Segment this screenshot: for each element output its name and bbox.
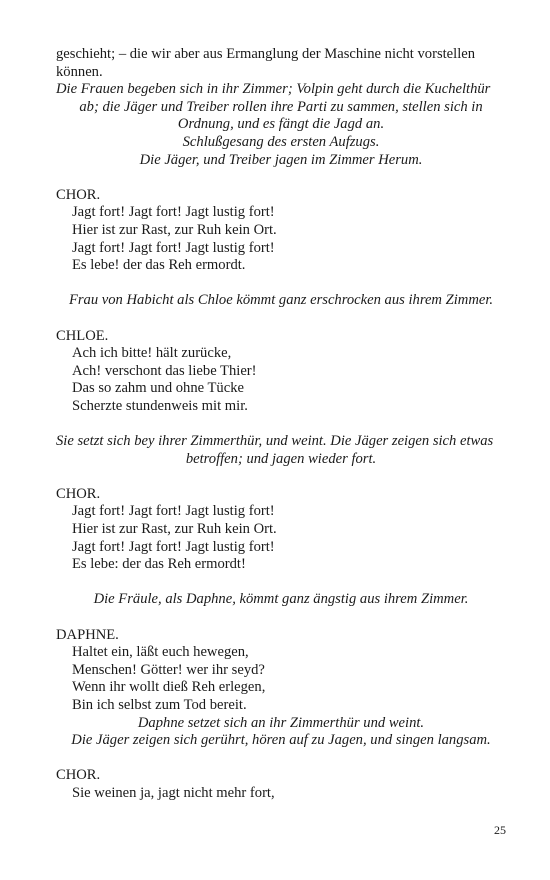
verse-line: Hier ist zur Rast, zur Ruh kein Ort.	[72, 521, 277, 538]
verse-line: Haltet ein, läßt euch hewegen,	[72, 644, 249, 661]
page-body	[56, 46, 506, 803]
verse-line: Jagt fort! Jagt fort! Jagt lustig fort!	[72, 538, 275, 555]
speaker-label: CHOR.	[56, 767, 101, 784]
verse-line: Wenn ihr wollt dieß Reh erlegen,	[72, 679, 266, 696]
verse-line: Ach! verschont das liebe Thier!	[72, 362, 257, 379]
prose-line: geschieht; – die wir aber aus Ermanglung der Maschine nicht vorstellen	[56, 46, 476, 62]
page-number: 25	[494, 823, 506, 837]
verse-line: Jagt fort! Jagt fort! Jagt lustig fort!	[72, 239, 275, 256]
speaker-label: CHLOE.	[56, 327, 109, 344]
stage-direction: Die Frauen begeben sich in ihr Zimmer; Volpin geht durch die Kuchelthür	[56, 81, 491, 98]
stage-direction: Die Jäger zeigen sich gerührt, hören auf zu Jagen, und singen langsam.	[71, 732, 491, 749]
speaker-label: CHOR.	[56, 186, 101, 203]
stage-direction: Frau von Habicht als Chloe kömmt ganz erschrocken aus ihrem Zimmer.	[68, 292, 494, 309]
verse-line: Scherzte stundenweis mit mir.	[72, 397, 248, 414]
verse-line: Menschen! Götter! wer ihr seyd?	[72, 661, 265, 678]
stage-direction: ab; die Jäger und Treiber rollen ihre Parti zu sammen, stellen sich in	[79, 98, 483, 115]
stage-direction: Schlußgesang des ersten Aufzugs.	[182, 133, 380, 150]
verse-line: Hier ist zur Rast, zur Ruh kein Ort.	[72, 221, 277, 238]
stage-direction: Sie setzt sich bey ihrer Zimmerthür, und weint. Die Jäger zeigen sich etwas	[56, 433, 494, 450]
verse-line: Es lebe! der das Reh ermordt.	[72, 257, 246, 274]
verse-line: Ach ich bitte! hält zurücke,	[72, 345, 232, 362]
stage-direction: Die Jäger, und Treiber jagen im Zimmer Herum.	[139, 151, 423, 168]
verse-line: Das so zahm und ohne Tücke	[72, 380, 244, 397]
verse-line: Es lebe: der das Reh ermordt!	[72, 556, 246, 573]
stage-direction: Ordnung, und es fängt die Jagd an.	[177, 116, 385, 133]
verse-line: Sie weinen ja, jagt nicht mehr fort,	[72, 784, 275, 801]
stage-direction: betroffen; und jagen wieder fort.	[185, 450, 377, 467]
speaker-label: DAPHNE.	[56, 626, 119, 643]
prose-line: können.	[56, 63, 103, 80]
verse-line: Jagt fort! Jagt fort! Jagt lustig fort!	[72, 204, 275, 221]
stage-direction: Die Fräule, als Daphne, kömmt ganz ängstig aus ihrem Zimmer.	[93, 591, 469, 608]
verse-line: Bin ich selbst zum Tod bereit.	[72, 696, 247, 713]
stage-direction: Daphne setzet sich an ihr Zimmerthür und weint.	[137, 714, 425, 731]
verse-line: Jagt fort! Jagt fort! Jagt lustig fort!	[72, 503, 275, 520]
speaker-label: CHOR.	[56, 485, 101, 502]
